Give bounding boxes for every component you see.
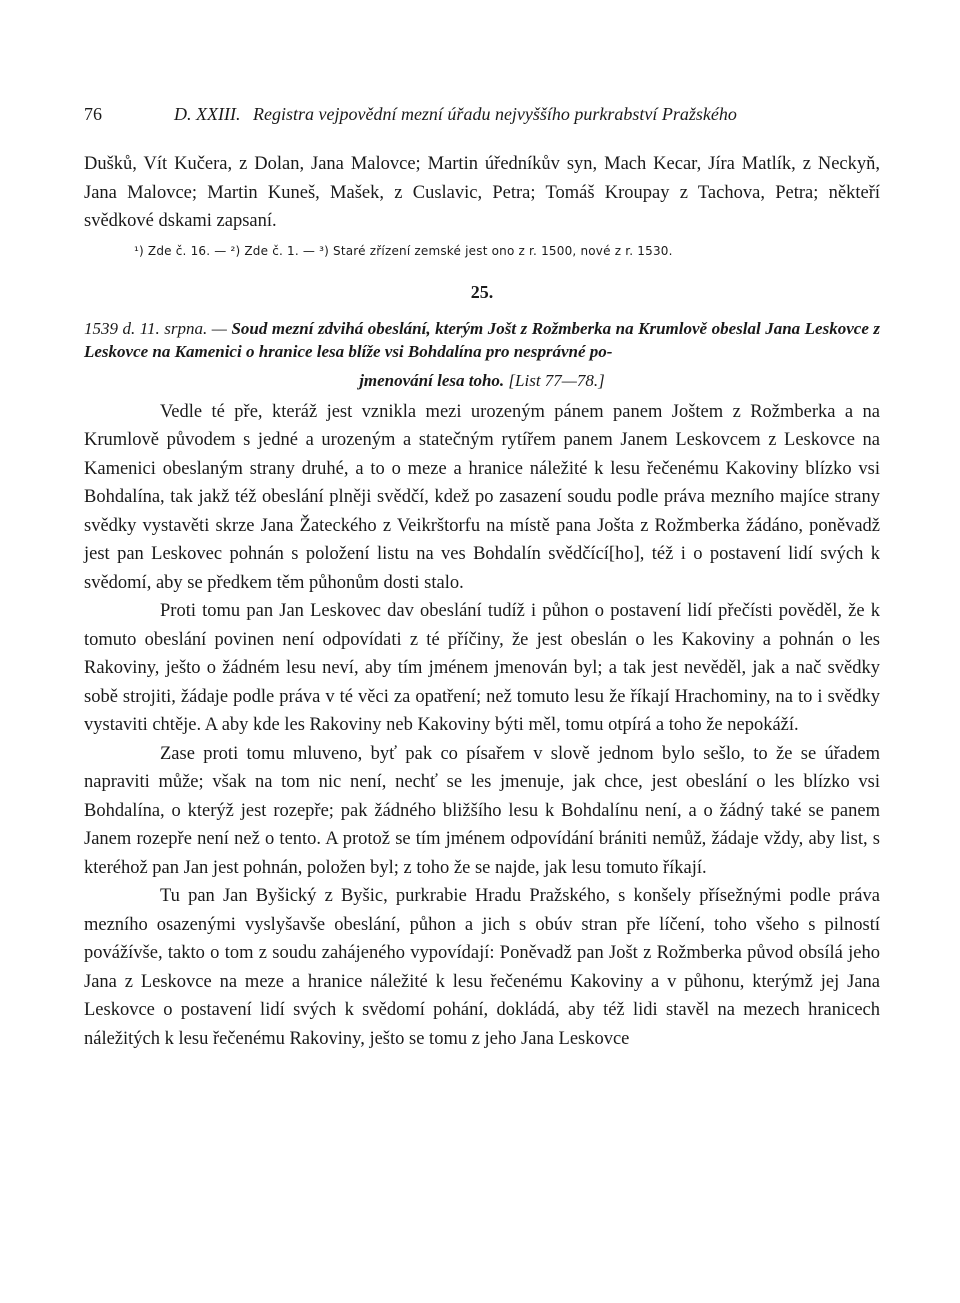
body-paragraph: Zase proti tomu mluveno, byť pak co písařem v slově jednom bylo sešlo, to že se úřadem napraviti může; však na tom nic není, nechť se les jmenuje, jak chce, jest obeslání o les blízko vsi Bohdalína, o kterýž jest rozepře; pak žádného bližšího lesu k Bohdalínu není, a o žádný také se panem Janem rozepře není než o tento. A protož se tím jménem odpovídání brániti nemůž, žádaje vždy, aby list, s kteréhož pan Jan jest pohnán, položen byl; z toho že se najde, jak lesu tomuto říkají. [84,743,880,878]
regest-content: Soud mezní zdvihá obeslání, kterým Jošt z Rožmberka na Krumlově obeslal Jana Leskovce z Leskovce na Kamenici o hranice lesa blíže vsi Bohdalína pro nesprávné po- [84,318,880,361]
continuation-paragraph: Dušků, Vít Kučera, z Dolan, Jana Malovce; Martin úředníkův syn, Mach Kecar, Jíra Matlík, z Neckyň, Jana Malovce; Martin Kuneš, Mašek, z Cuslavic, Petra; Tomáš Kroupay z Tachova, Petra; někteří svědkové dskami zapsaní. [84,154,880,231]
body-paragraph: Vedle té pře, kteráž jest vznikla mezi urozeným pánem panem Joštem z Rožmberka a na Krumlově původem s jedné a urozeným a statečným rytířem panem Janem Leskovcem z Leskovce na Kamenici obeslaným strany druhé, a to o meze a hranice náležité k lesu řečenému Kakoviny blízko vsi Bohdalína, tak jakž též obeslání plněji svědčí, kdež po zasazení soudu podle práva mezního majíce strany svědky vystavěti skrze Jana Žateckého z Veikrštorfu na místě pana Jošta z Rožmberka žádáno, poněvadž jest pan Leskovec pohnán s položení listu na ves Bohdalín svědčící[ho], též i o postavení lidí svých k svědomí, aby se předkem těm půhonům dosti stalo. [84,401,880,593]
book-page [84,100,880,1053]
regest [84,317,880,363]
regest-date: 1539 d. 11. srpna. — [84,318,227,338]
footnotes: ¹) Zde č. 16. — ²) Zde č. 1. — ³) Staré zřízení zemské jest ono z r. 1500, nové z r. 1530. [134,243,673,258]
body-paragraph: Proti tomu pan Jan Leskovec dav obeslání tudíž i půhon o postavení lidí přečísti pověděl, že k tomuto obeslání povinen není odpovídati z té příčiny, že jest obeslán o les Kakoviny a pohnán o les Rakoviny, ješto o žádném lesu neví, aby tím jménem jmenován byl; a tak jest nevěděl, jak a nač svědky sobě strojiti, žádaje podle práva v té věci za opatření; než tomuto lesu že říkají Hrachominy, na to i svědky vystaviti chtěje. A aby kde les Rakoviny neb Kakoviny býti měl, tomu otpírá a toho že nepokáží. [84,601,880,735]
page-number: 76 [84,104,102,124]
section-label: D. XXIII. [174,104,241,124]
regest-source: [List 77—78.] [508,370,605,390]
regest-end [84,369,880,392]
running-head [84,100,880,132]
regest-content-end: jmenování lesa toho. [359,370,505,390]
document-number: 25. [470,281,494,302]
running-title-text: Registra vejpovědní mezní úřadu nejvyššího purkrabství Pražského [252,104,737,124]
running-title [174,104,737,125]
body-paragraph: Tu pan Jan Byšický z Byšic, purkrabie Hradu Pražského, s konšely přísežnými podle práva mezního osazenými vyslyšavše obeslání, půhon a jich s obúv stran pře líčení, toho všeho s pilností povážívše, takto o tom z soudu zahájeného vypovídají: Poněvadž pan Jošt z Rožmberka původ obsílá jeho Jana z Leskovce na meze a hranice náležité k lesu řečenému Kakoviny a v půhonu, kterýmž jej Jana Leskovce o postavení lidí svých k svědomí pohání, dokládá, aby též lidi stavěl na mezech hranicech náležitých k lesu řečenému Rakoviny, ješto se tomu z jeho Jana Leskovce [84,886,880,1049]
body-text [84,398,880,1054]
